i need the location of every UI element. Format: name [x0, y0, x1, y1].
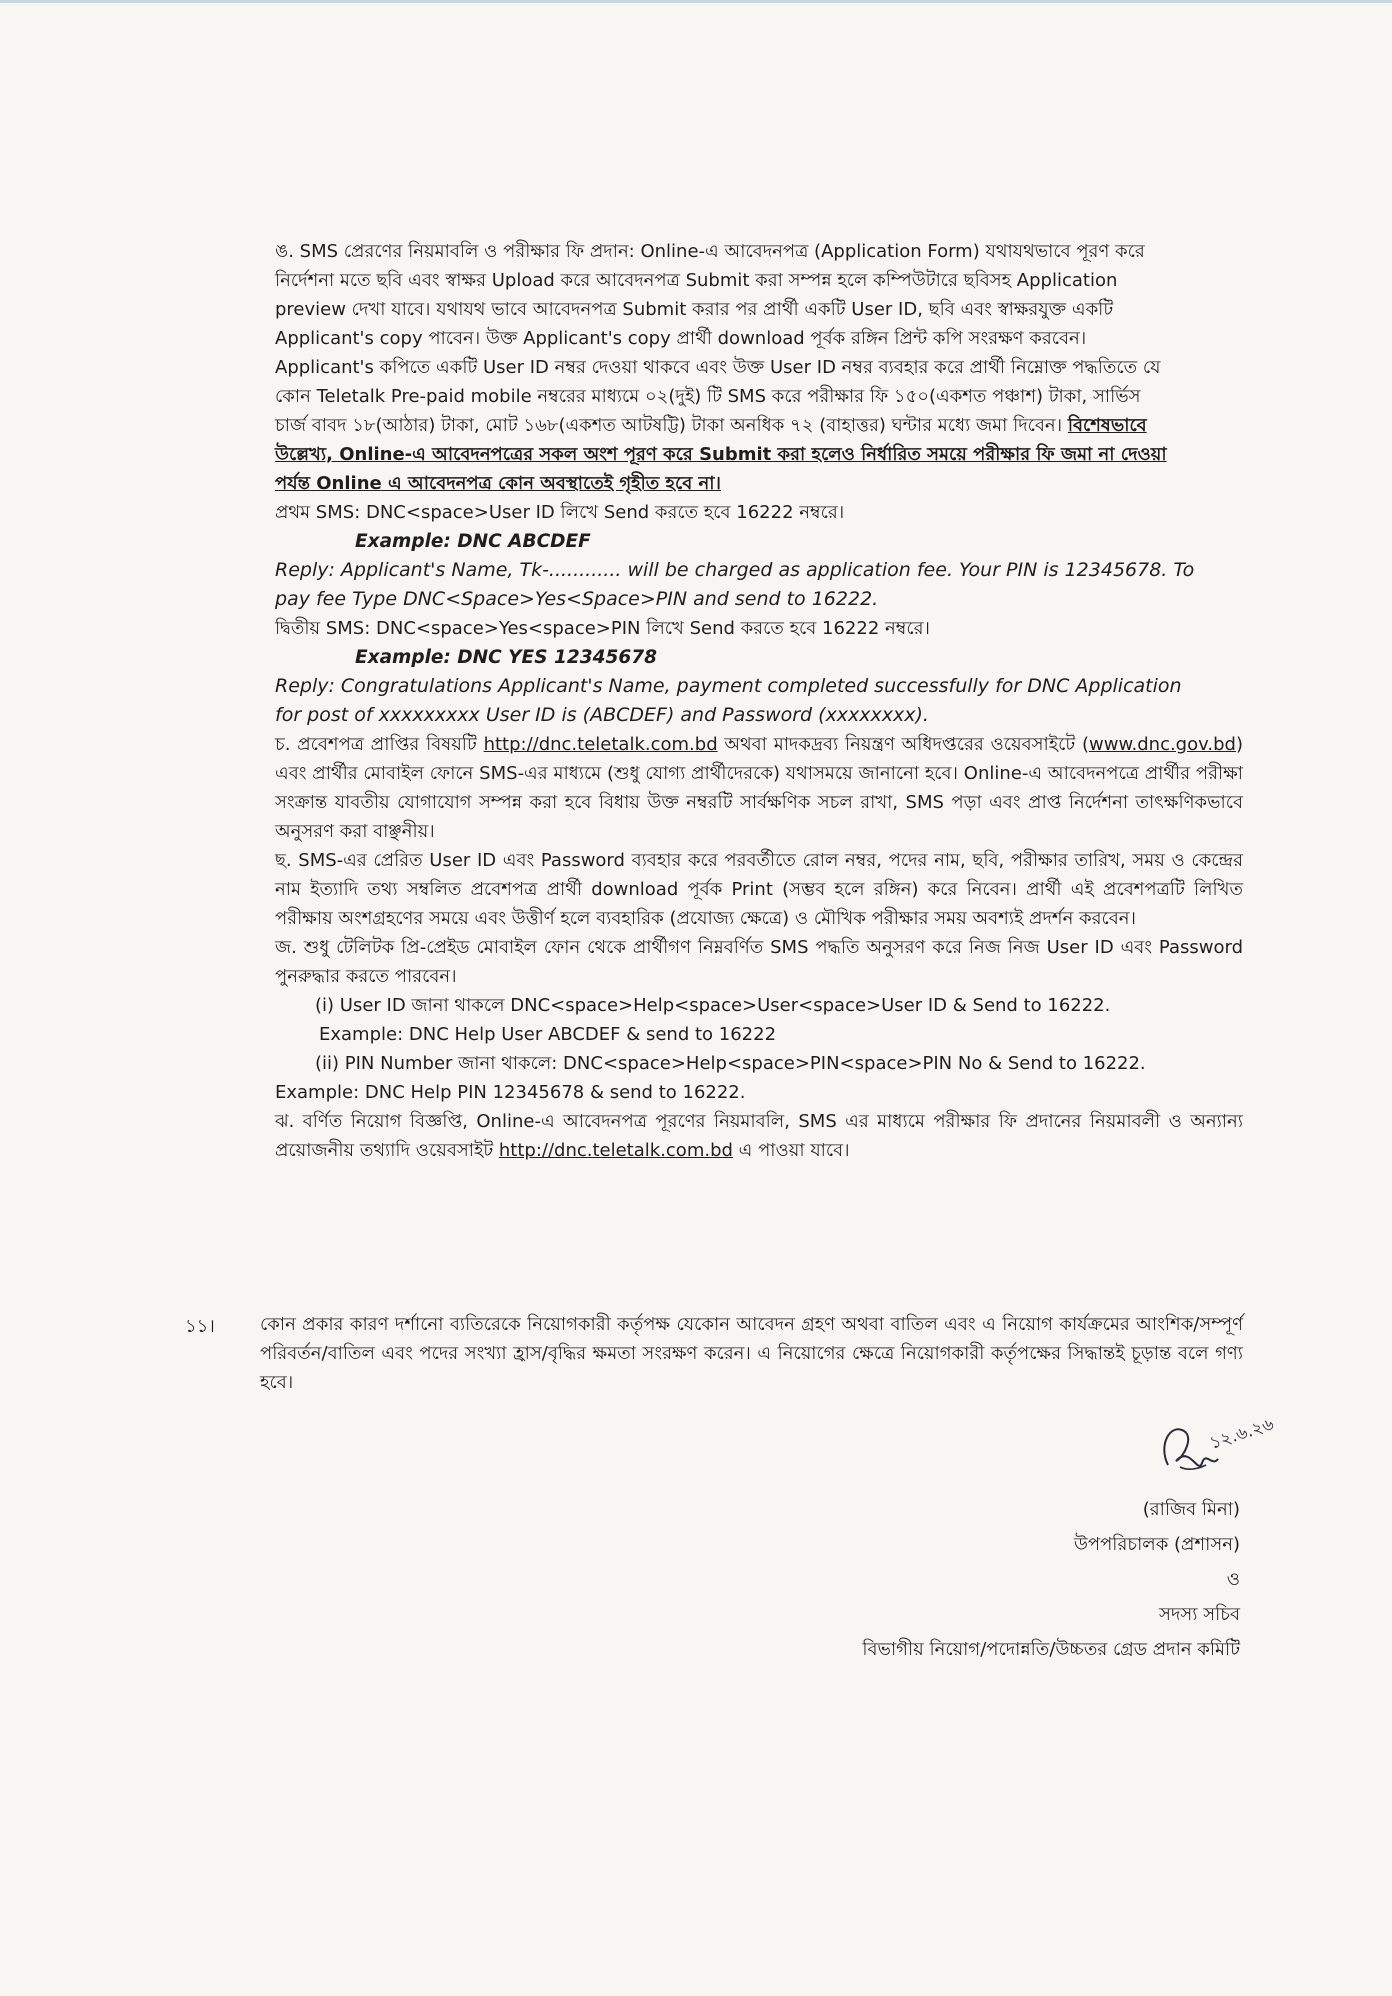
sms-second [275, 614, 1243, 730]
emphasis-note-start: বিশেষভাবে [1067, 415, 1147, 436]
section-cha-rest: এবং প্রার্থীর মোবাইল ফোনে SMS-এর মাধ্যমে (শুধু যোগ্য প্রার্থীদেরকে) যথাসময়ে জানানো হবে। [275, 763, 958, 784]
section-ng-line: Applicant's কপিতে একটি User ID নম্বর দেওয়া থাকবে এবং উক্ত User ID নম্বর ব্যবহার করে প্রার্থী নিম্নোক্ত পদ্ধতিতে যে [275, 357, 1161, 378]
signatory-role: সদস্য সচিব [1159, 1604, 1240, 1625]
section-ng-line: Applicant's copy পাবেন। উক্ত Applicant's copy প্রার্থী download পূর্বক রঙ্গিন প্রিন্ট কপি সংরক্ষণ করবেন। [275, 328, 1087, 349]
section-jha-text: ঝ. বর্ণিত নিয়োগ বিজ্ঞপ্তি, Online-এ আবেদনপত্র পূরণের নিয়মাবলি, SMS এর মাধ্যমে পরীক্ষার ফি প্রদানের নিয়মাবলী ও অন্যান্য প্রয়োজনীয় তথ্যাদি ওয়েবসাইট [275, 1111, 1243, 1161]
recover-pin-example: Example: DNC Help PIN 12345678 & send to 16222. [275, 1082, 746, 1103]
sms-first-reply: Reply: Applicant's Name, Tk-............ will be charged as application fee. Your PIN is 12345678. To [275, 559, 1195, 581]
document-body [275, 237, 1243, 1165]
recover-user-id-item: (i) User ID জানা থাকলে DNC<space>Help<space>User<space>User ID & Send to 16222. [315, 995, 1111, 1016]
sms-second-example: Example: DNC YES 12345678 [355, 647, 657, 668]
section-jha [275, 1107, 1243, 1165]
sms-first [275, 498, 1243, 614]
section-ng-line: ঙ. SMS প্রেরণের নিয়মাবলি ও পরীক্ষার ফি প্রদান: Online-এ আবেদনপত্র (Application Form) যথাযথভাবে পূরণ করে [275, 241, 1145, 262]
sms-second-reply: Reply: Congratulations Applicant's Name, payment completed successfully for DNC Application [275, 675, 1182, 697]
teletalk-link-2[interactable]: http://dnc.teletalk.com.bd [498, 1140, 733, 1161]
sms-first-reply-cont: pay fee Type DNC<Space>Yes<Space>PIN and send to 16222. [275, 588, 879, 610]
signature-date: ১২.৬.২৬ [1207, 1414, 1277, 1454]
section-cha-prefix: চ. প্রবেশপত্র প্রাপ্তির বিষয়টি [275, 734, 477, 755]
section-ng-line: কোন Teletalk Pre-paid mobile নম্বরের মাধ্যমে ০২(দুই) টি SMS করে পরীক্ষার ফি ১৫০(একশত পঞ্চাশ) টাকা, সার্ভিস [275, 386, 1141, 407]
section-11-text: কোন প্রকার কারণ দর্শানো ব্যতিরেকে নিয়োগকারী কর্তৃপক্ষ যেকোন আবেদন গ্রহণ অথবা বাতিল এবং এ নিয়োগ কার্যক্রমের আংশিক/সম্পূর্ণ পরিবর্তন/বাতিল এবং পদের সংখ্যা হ্রাস/বৃদ্ধির ক্ষমতা সংরক্ষণ করেন। এ নিয়োগের ক্ষেত্রে নিয়োগকারী কর্তৃপক্ষের সিদ্ধান্তই চূড়ান্ত বলে গণ্য হবে। [260, 1314, 1243, 1393]
signature-block [862, 1492, 1240, 1667]
section-ja [275, 933, 1243, 1107]
signatory-designation: উপপরিচালক (প্রশাসন) [1073, 1534, 1240, 1555]
section-ng-line-last [275, 411, 1243, 440]
section-chha: ছ. SMS-এর প্রেরিত User ID এবং Password ব্যবহার করে পরবর্তীতে রোল নম্বর, পদের নাম, ছবি, পরীক্ষার তারিখ, সময় ও কেন্দ্রের নাম ইত্যাদি তথ্য সম্বলিত প্রবেশপত্র প্রার্থী download পূর্বক Print (সম্ভব হলে রঙ্গিন) করে নিবেন। প্রার্থী এই প্রবেশপত্রটি লিখিত পরীক্ষায় অংশগ্রহণের সময়ে এবং উত্তীর্ণ হলে ব্যবহারিক (প্রযোজ্য ক্ষেত্রে) ও মৌখিক পরীক্ষার সময় অবশ্যই প্রদর্শন করবেন। [275, 850, 1243, 929]
section-11-number: ১১। [185, 1316, 215, 1337]
sms-second-instruction: দ্বিতীয় SMS: DNC<space>Yes<space>PIN লিখে Send করতে হবে 16222 নম্বরে। [275, 618, 930, 639]
sms-first-example: Example: DNC ABCDEF [355, 531, 591, 552]
sms-first-instruction: প্রথম SMS: DNC<space>User ID লিখে Send করতে হবে 16222 নম্বরে। [275, 502, 845, 523]
emphasis-note: উল্লেখ্য, Online-এ আবেদনপত্রের সকল অংশ পূরণ করে Submit করা হলেও নির্ধারিত সময়ে পরীক্ষার ফি জমা না দেওয়া [275, 444, 1167, 465]
sms-second-reply-cont: for post of xxxxxxxxx User ID is (ABCDEF) and Password (xxxxxxxx). [275, 704, 929, 726]
recover-pin-item: (ii) PIN Number জানা থাকলে: DNC<space>Help<space>PIN<space>PIN No & Send to 16222. [315, 1053, 1146, 1074]
section-cha-text: চ. প্রবেশপত্র প্রাপ্তির বিষয়টি http://dnc.teletalk.com.bd অথবা মাদকদ্রব্য নিয়ন্ত্রণ অধিদপ্তরের ওয়েবসাইটে (www.dnc.gov.bd) এবং প্রার্থীর মোবাইল ফোনে SMS-এর মাধ্যমে (শুধু যোগ্য প্রার্থীদেরকে) যথাসময়ে জানানো হবে। Online-এ আবেদনপত্রে প্রার্থীর পরীক্ষা সংক্রান্ত যাবতীয় যোগাযোগ সম্পন্ন করা হবে বিধায় উক্ত নম্বরটি সার্বক্ষণিক সচল রাখা, SMS পড়া এবং প্রাপ্ত নির্দেশনা তাৎক্ষণিকভাবে অনুসরণ করা বাঞ্ছনীয়। [275, 734, 1243, 842]
section-ng-line-text: চার্জ বাবদ ১৮(আঠার) টাকা, মোট ১৬৮(একশত আটষট্টি) টাকা অনধিক ৭২ (বাহাত্তর) ঘন্টার মধ্যে জমা দিবেন। [275, 415, 1063, 436]
recover-user-id-example: Example: DNC Help User ABCDEF & send to 16222 [319, 1024, 777, 1045]
section-ng-line: preview দেখা যাবে। যথাযথ ভাবে আবেদনপত্র Submit করার পর প্রার্থী একটি User ID, ছবি এবং স্বাক্ষরযুক্ত একটি [275, 299, 1114, 320]
signatory-name: (রাজিব মিনা) [1142, 1499, 1240, 1520]
dnc-website-link[interactable]: www.dnc.gov.bd [1089, 734, 1236, 755]
section-ja-text: জ. শুধু টেলিটক প্রি-প্রেইড মোবাইল ফোন থেকে প্রার্থীগণ নিম্নবর্ণিত SMS পদ্ধতি অনুসরণ করে নিজ নিজ User ID এবং Password পুনরুদ্ধার করতে পারবেন। [275, 937, 1243, 987]
emphasis-note-end: পর্যন্ত Online এ আবেদনপত্র কোন অবস্থাতেই গৃহীত হবে না। [275, 473, 721, 494]
section-cha-mid: অথবা মাদকদ্রব্য নিয়ন্ত্রণ অধিদপ্তরের ওয়েবসাইটে [724, 734, 1076, 755]
scan-top-edge [0, 0, 1392, 3]
section-cha-rest-2: Online-এ আবেদনপত্রে প্রার্থীর পরীক্ষা সংক্রান্ত যাবতীয় যোগাযোগ সম্পন্ন করা হবে বিধায় উক্ত নম্বরটি সার্বক্ষণিক সচল রাখা, [275, 763, 1243, 813]
signatory-committee: বিভাগীয় নিয়োগ/পদোন্নতি/উচ্চতর গ্রেড প্রদান কমিটি [862, 1639, 1240, 1660]
section-cha [275, 730, 1243, 846]
section-ng [275, 237, 1243, 498]
handwritten-signature [1140, 1405, 1300, 1495]
section-cha-rest-3: SMS পড়া এবং প্রাপ্ত নির্দেশনা তাৎক্ষণিকভাবে অনুসরণ করা বাঞ্ছনীয়। [275, 792, 1243, 842]
signatory-conjunction: ও [1226, 1569, 1240, 1590]
teletalk-link[interactable]: http://dnc.teletalk.com.bd [483, 734, 718, 755]
section-jha-suffix: এ পাওয়া যাবে। [738, 1140, 850, 1161]
section-ng-line: নির্দেশনা মতে ছবি এবং স্বাক্ষর Upload করে আবেদনপত্র Submit করা সম্পন্ন হলে কম্পিউটারে ছবিসহ Application [275, 270, 1118, 291]
